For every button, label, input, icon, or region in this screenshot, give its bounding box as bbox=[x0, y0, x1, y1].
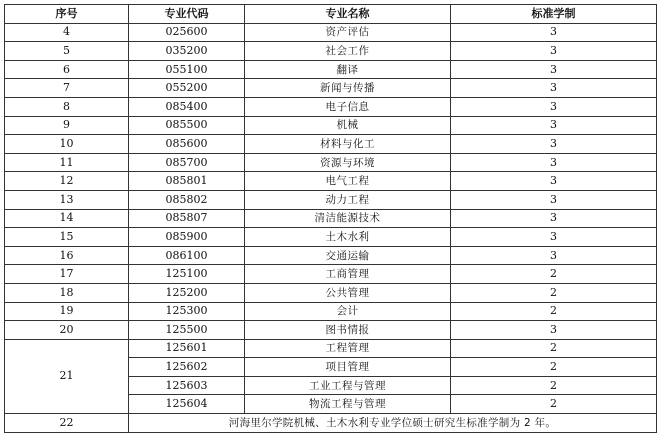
program-name-cell: 工程管理 bbox=[245, 339, 451, 358]
table-row bbox=[5, 321, 657, 340]
serial-number-cell: 18 bbox=[5, 283, 129, 302]
program-code-cell: 055200 bbox=[129, 79, 245, 98]
serial-number-cell: 19 bbox=[5, 302, 129, 321]
program-code-cell: 085801 bbox=[129, 172, 245, 191]
table-row bbox=[5, 79, 657, 98]
program-code-cell: 085500 bbox=[129, 116, 245, 135]
table-row bbox=[5, 135, 657, 154]
table-row bbox=[5, 97, 657, 116]
program-name-cell: 材料与化工 bbox=[245, 135, 451, 154]
table-row bbox=[5, 42, 657, 61]
duration-cell: 3 bbox=[451, 79, 657, 98]
program-name-cell: 社会工作 bbox=[245, 42, 451, 61]
program-name-cell: 电气工程 bbox=[245, 172, 451, 191]
serial-number-cell: 17 bbox=[5, 265, 129, 284]
duration-cell: 3 bbox=[451, 135, 657, 154]
table-row bbox=[5, 172, 657, 191]
program-name-cell: 机械 bbox=[245, 116, 451, 135]
program-code-cell: 055100 bbox=[129, 60, 245, 79]
serial-number-cell: 11 bbox=[5, 153, 129, 172]
program-code-cell: 125100 bbox=[129, 265, 245, 284]
serial-number-cell-merged: 21 bbox=[5, 339, 129, 413]
program-name-cell: 资源与环境 bbox=[245, 153, 451, 172]
header-standard-duration: 标准学制 bbox=[451, 5, 657, 24]
program-name-cell: 电子信息 bbox=[245, 97, 451, 116]
program-name-cell: 交通运输 bbox=[245, 246, 451, 265]
serial-number-cell: 9 bbox=[5, 116, 129, 135]
serial-number-cell: 8 bbox=[5, 97, 129, 116]
serial-number-cell: 14 bbox=[5, 209, 129, 228]
table-row bbox=[5, 228, 657, 247]
program-code-cell: 125602 bbox=[129, 358, 245, 377]
program-name-cell: 动力工程 bbox=[245, 190, 451, 209]
serial-number-cell: 10 bbox=[5, 135, 129, 154]
program-name-cell: 物流工程与管理 bbox=[245, 395, 451, 414]
serial-number-cell: 13 bbox=[5, 190, 129, 209]
program-name-cell: 土木水利 bbox=[245, 228, 451, 247]
program-name-cell: 项目管理 bbox=[245, 358, 451, 377]
program-code-cell: 125604 bbox=[129, 395, 245, 414]
table-header-row bbox=[5, 5, 657, 24]
duration-cell: 2 bbox=[451, 265, 657, 284]
duration-cell: 2 bbox=[451, 283, 657, 302]
table-row bbox=[5, 23, 657, 42]
serial-number-cell: 6 bbox=[5, 60, 129, 79]
duration-cell: 3 bbox=[451, 153, 657, 172]
header-program-code: 专业代码 bbox=[129, 5, 245, 24]
program-code-cell: 085802 bbox=[129, 190, 245, 209]
table-row-group-21 bbox=[5, 339, 657, 358]
duration-cell: 3 bbox=[451, 209, 657, 228]
table-row bbox=[5, 153, 657, 172]
duration-cell: 3 bbox=[451, 42, 657, 61]
program-name-cell: 资产评估 bbox=[245, 23, 451, 42]
duration-cell: 3 bbox=[451, 228, 657, 247]
note-cell: 河海里尔学院机械、土木水利专业学位硕士研究生标准学制为 2 年。 bbox=[129, 414, 657, 433]
duration-cell: 3 bbox=[451, 246, 657, 265]
serial-number-cell: 4 bbox=[5, 23, 129, 42]
serial-number-cell: 7 bbox=[5, 79, 129, 98]
table-row bbox=[5, 60, 657, 79]
program-code-cell: 035200 bbox=[129, 42, 245, 61]
program-code-cell: 085700 bbox=[129, 153, 245, 172]
program-code-cell: 125603 bbox=[129, 376, 245, 395]
duration-cell: 3 bbox=[451, 321, 657, 340]
degree-program-table bbox=[4, 4, 657, 433]
program-name-cell: 公共管理 bbox=[245, 283, 451, 302]
duration-cell: 2 bbox=[451, 302, 657, 321]
program-code-cell: 085900 bbox=[129, 228, 245, 247]
duration-cell: 3 bbox=[451, 172, 657, 191]
serial-number-cell: 5 bbox=[5, 42, 129, 61]
table-row bbox=[5, 116, 657, 135]
table-row bbox=[5, 209, 657, 228]
program-code-cell: 086100 bbox=[129, 246, 245, 265]
header-program-name: 专业名称 bbox=[245, 5, 451, 24]
duration-cell: 2 bbox=[451, 339, 657, 358]
duration-cell: 3 bbox=[451, 116, 657, 135]
program-code-cell: 125500 bbox=[129, 321, 245, 340]
header-serial-number: 序号 bbox=[5, 5, 129, 24]
table-row-note bbox=[5, 414, 657, 433]
program-name-cell: 新闻与传播 bbox=[245, 79, 451, 98]
duration-cell: 3 bbox=[451, 97, 657, 116]
duration-cell: 3 bbox=[451, 190, 657, 209]
program-name-cell: 翻译 bbox=[245, 60, 451, 79]
duration-cell: 2 bbox=[451, 358, 657, 377]
program-code-cell: 125300 bbox=[129, 302, 245, 321]
duration-cell: 3 bbox=[451, 23, 657, 42]
program-code-cell: 085600 bbox=[129, 135, 245, 154]
duration-cell: 2 bbox=[451, 376, 657, 395]
table-row bbox=[5, 246, 657, 265]
serial-number-cell: 22 bbox=[5, 414, 129, 433]
table-row bbox=[5, 190, 657, 209]
program-name-cell: 清洁能源技术 bbox=[245, 209, 451, 228]
duration-cell: 3 bbox=[451, 60, 657, 79]
program-name-cell: 图书情报 bbox=[245, 321, 451, 340]
program-code-cell: 125601 bbox=[129, 339, 245, 358]
serial-number-cell: 16 bbox=[5, 246, 129, 265]
program-code-cell: 085807 bbox=[129, 209, 245, 228]
table-row bbox=[5, 283, 657, 302]
program-code-cell: 085400 bbox=[129, 97, 245, 116]
table-row bbox=[5, 265, 657, 284]
program-code-cell: 025600 bbox=[129, 23, 245, 42]
program-name-cell: 工商管理 bbox=[245, 265, 451, 284]
serial-number-cell: 20 bbox=[5, 321, 129, 340]
serial-number-cell: 15 bbox=[5, 228, 129, 247]
table-row bbox=[5, 302, 657, 321]
program-name-cell: 会计 bbox=[245, 302, 451, 321]
duration-cell: 2 bbox=[451, 395, 657, 414]
program-name-cell: 工业工程与管理 bbox=[245, 376, 451, 395]
serial-number-cell: 12 bbox=[5, 172, 129, 191]
program-code-cell: 125200 bbox=[129, 283, 245, 302]
